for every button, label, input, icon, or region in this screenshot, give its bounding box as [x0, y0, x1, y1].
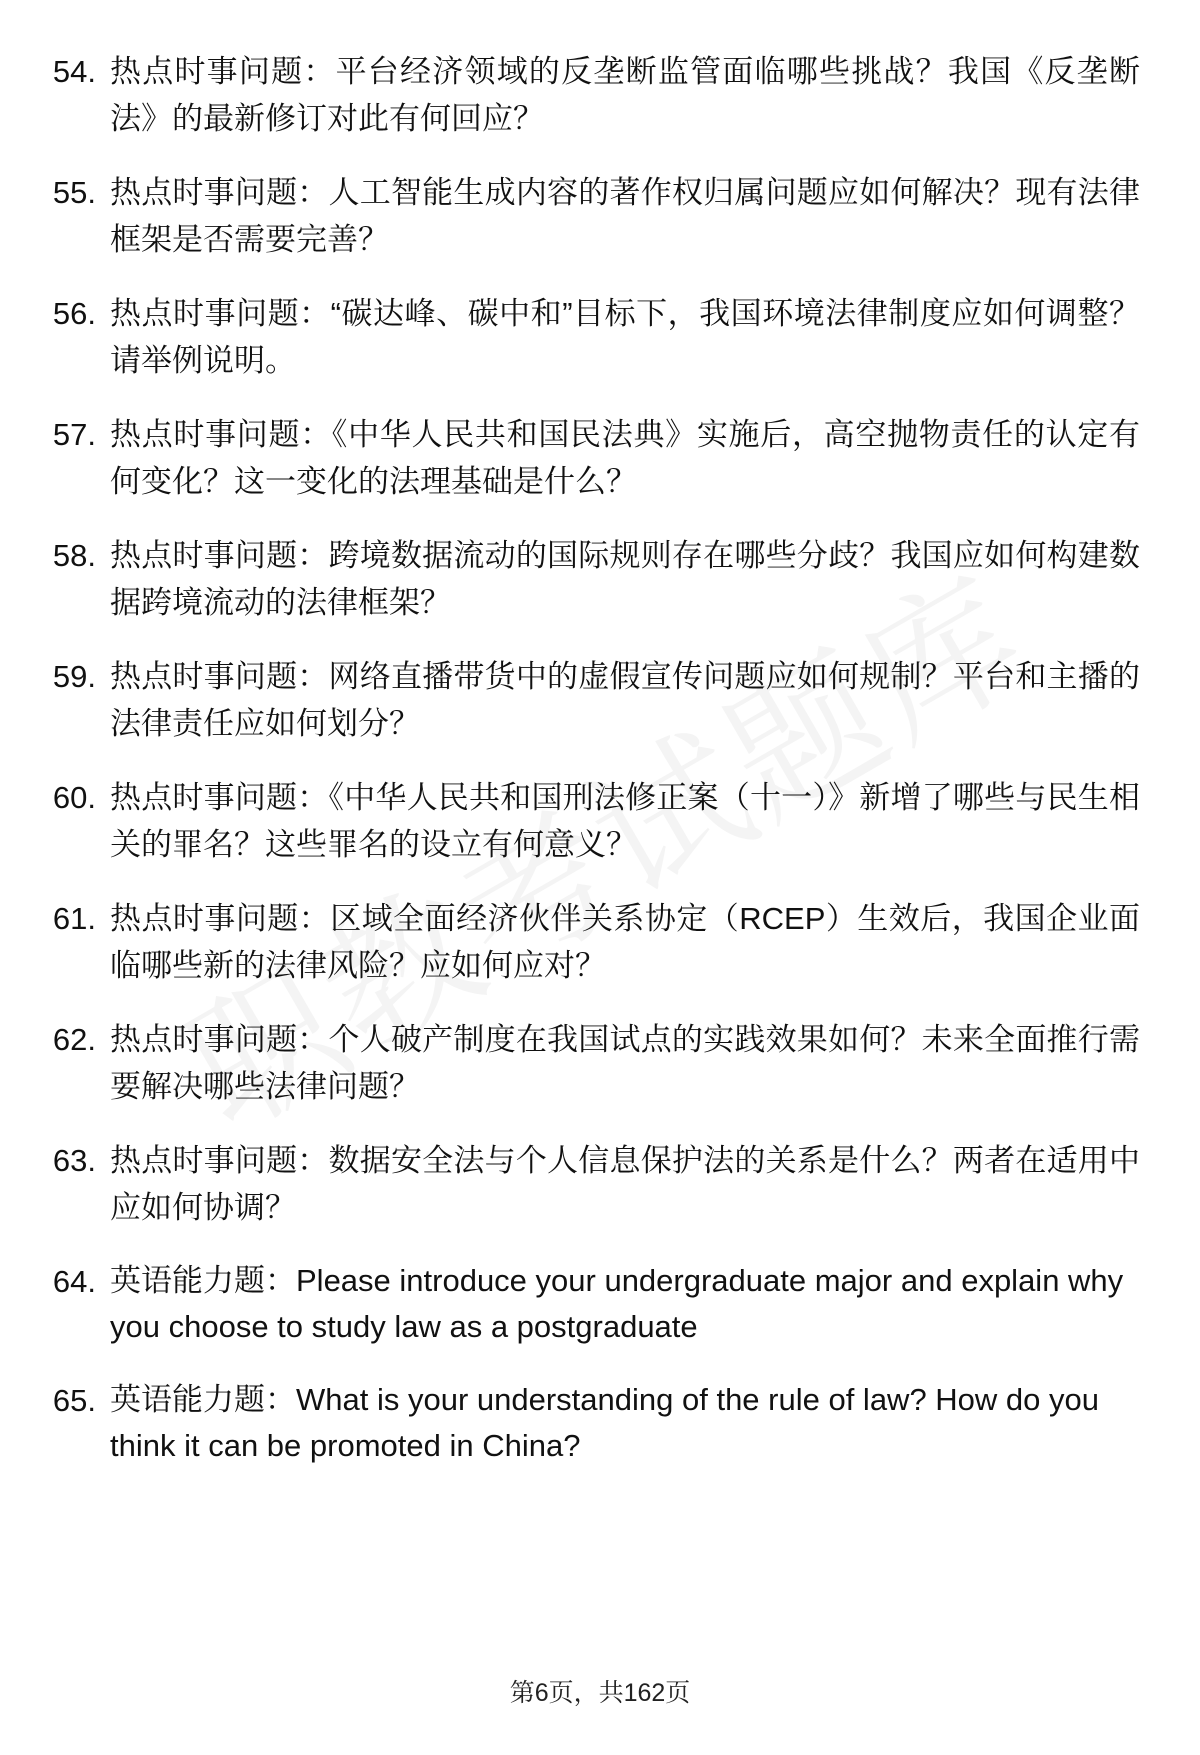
question-text: 热点时事问题：区域全面经济伙伴关系协定（RCEP）生效后，我国企业面临哪些新的法律风险？应如何应对？	[110, 901, 1140, 983]
question-text: 热点时事问题：个人破产制度在我国试点的实践效果如何？未来全面推行需要解决哪些法律问题？	[110, 1022, 1140, 1104]
question-item	[48, 653, 1140, 747]
question-text: 热点时事问题：跨境数据流动的国际规则存在哪些分歧？我国应如何构建数据跨境流动的法律框架？	[110, 538, 1140, 620]
question-number: 65.	[52, 1383, 96, 1418]
question-number: 58.	[52, 538, 96, 573]
question-item	[48, 895, 1140, 989]
question-number: 59.	[52, 659, 96, 694]
question-list	[48, 48, 1140, 1469]
question-text: 热点时事问题：平台经济领域的反垄断监管面临哪些挑战？我国《反垄断法》的最新修订对此有何回应？	[110, 54, 1140, 136]
question-text: 英语能力题：Please introduce your undergraduate major and explain why you choose to study law as a postgraduate	[110, 1263, 1124, 1344]
question-item	[48, 774, 1140, 868]
question-number: 64.	[52, 1264, 96, 1299]
question-item	[48, 48, 1140, 142]
question-number: 54.	[52, 54, 96, 89]
question-item	[48, 1258, 1140, 1350]
question-text: 热点时事问题：《中华人民共和国民法典》实施后，高空抛物责任的认定有何变化？这一变化的法理基础是什么？	[110, 417, 1140, 499]
question-number: 57.	[52, 417, 96, 452]
question-text: 热点时事问题：“碳达峰、碳中和”目标下，我国环境法律制度应如何调整？请举例说明。	[110, 296, 1140, 378]
question-number: 60.	[52, 780, 96, 815]
question-text: 英语能力题：What is your understanding of the rule of law? How do you think it can be promoted in China?	[110, 1382, 1100, 1463]
question-number: 61.	[52, 901, 96, 936]
question-text: 热点时事问题：《中华人民共和国刑法修正案（十一）》新增了哪些与民生相关的罪名？这些罪名的设立有何意义？	[110, 780, 1140, 862]
question-item	[48, 1016, 1140, 1110]
question-item	[48, 1377, 1140, 1469]
question-item	[48, 290, 1140, 384]
page-footer: 第6页，共162页	[509, 1679, 691, 1707]
question-number: 62.	[52, 1022, 96, 1057]
question-item	[48, 169, 1140, 263]
question-number: 55.	[52, 175, 96, 210]
question-text: 热点时事问题：人工智能生成内容的著作权归属问题应如何解决？现有法律框架是否需要完善？	[110, 175, 1140, 257]
question-number: 56.	[52, 296, 96, 331]
question-text: 热点时事问题：数据安全法与个人信息保护法的关系是什么？两者在适用中应如何协调？	[110, 1143, 1140, 1225]
question-number: 63.	[52, 1143, 96, 1178]
question-item	[48, 532, 1140, 626]
question-text: 热点时事问题：网络直播带货中的虚假宣传问题应如何规制？平台和主播的法律责任应如何划分？	[110, 659, 1140, 741]
question-item	[48, 1137, 1140, 1231]
question-item	[48, 411, 1140, 505]
